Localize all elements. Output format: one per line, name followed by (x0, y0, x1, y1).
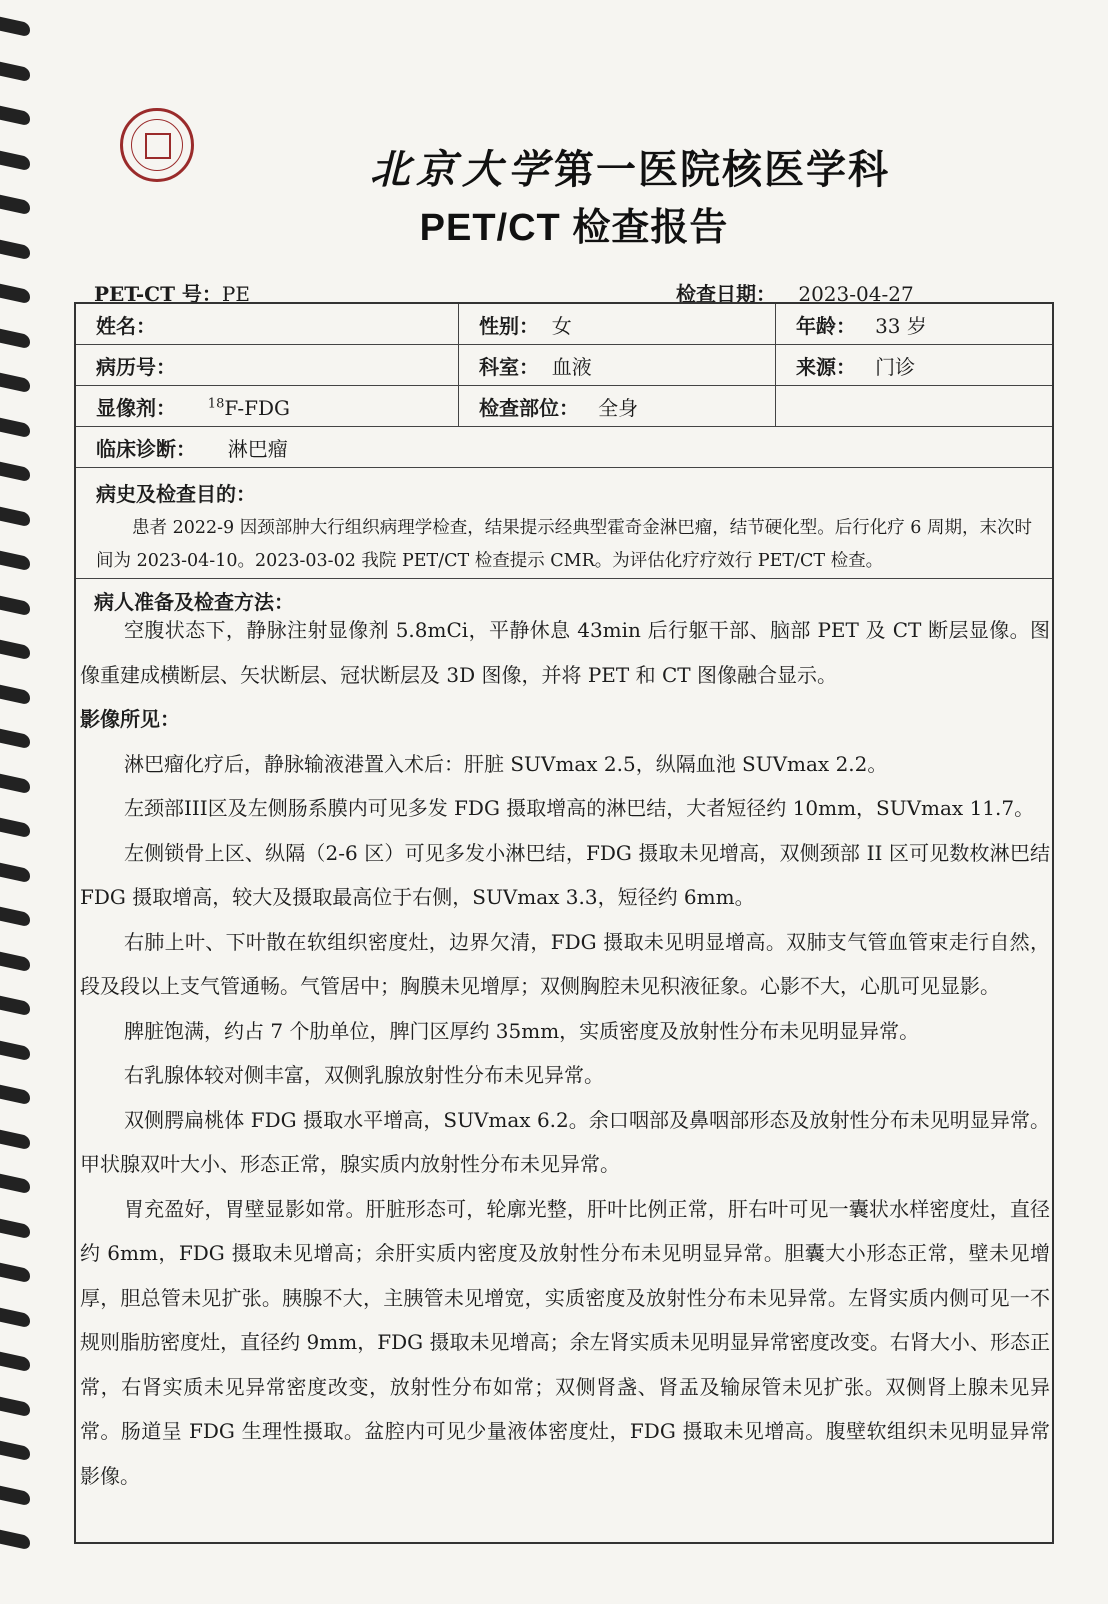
binding-ring (0, 1396, 30, 1416)
diagnosis-cell (76, 427, 1052, 468)
section-divider (76, 578, 1052, 579)
agent-cell (76, 386, 459, 427)
exam-date-value: 2023-04-27 (798, 282, 914, 306)
binding-ring (0, 862, 30, 882)
finding-paragraph: 双侧腭扁桃体 FDG 摄取水平增高，SUVmax 6.2。余口咽部及鼻咽部形态及放射性分布未见明显异常。甲状腺双叶大小、形态正常，腺实质内放射性分布未见异常。 (80, 1107, 1050, 1176)
sex-cell (459, 304, 776, 345)
age-value: 33 岁 (875, 313, 927, 338)
binding-ring (0, 417, 30, 437)
site-label: 检查部位： (479, 395, 579, 420)
binding-ring (0, 61, 30, 81)
binding-ring (0, 1218, 30, 1238)
binding-ring (0, 729, 30, 749)
petct-number-value: PE (221, 282, 250, 306)
binding-ring (0, 1085, 30, 1105)
binding-ring (0, 1485, 30, 1505)
empty-cell (776, 386, 1053, 427)
binding-ring (0, 640, 30, 660)
hospital-name-calligraphy: 北京大学 (370, 146, 554, 193)
department-name: 第一医院核医学科 (554, 146, 890, 193)
source-value: 门诊 (875, 354, 916, 379)
finding-paragraph: 右乳腺体较对侧丰富，双侧乳腺放射性分布未见异常。 (124, 1063, 604, 1087)
report-body (80, 608, 1050, 1498)
binding-ring (0, 106, 30, 126)
binding-ring (0, 818, 30, 838)
binding-ring (0, 1530, 30, 1550)
age-cell (776, 304, 1053, 345)
binding-ring (0, 1174, 30, 1194)
binding-ring (0, 284, 30, 304)
finding-paragraph: 淋巴瘤化疗后，静脉输液港置入术后：肝脏 SUVmax 2.5，纵隔血池 SUVmax 2.2。 (124, 751, 888, 776)
report-title: PET/CT 检查报告 (419, 207, 729, 249)
binding-ring (0, 595, 30, 615)
history-text: 患者 2022-9 因颈部肿大行组织病理学检查，结果提示经典型霍奇金淋巴瘤，结节硬化型。后行化疗 6 周期，末次时间为 2023-04-10。2023-03-02 我院 PET/CT 检查提示 CMR。为评估化疗疗效行 PET/CT 检查。 (96, 518, 1032, 571)
binding-ring (0, 551, 30, 571)
finding-paragraph: 胃充盈好，胃壁显影如常。肝脏形态可，轮廓光整，肝叶比例正常，肝右叶可见一囊状水样密度灶，直径约 6mm，FDG 摄取未见增高；余肝实质内密度及放射性分布未见明显异常。胆囊大小形态正常，壁未见增厚，胆总管未见扩张。胰腺不大，主胰管未见增宽，实质密度及放射性分布未见异常。左肾实质内侧可见一不规则脂肪密度灶，直径约 9mm，FDG 摄取未见增高；余左肾实质未见明显异常密度改变。右肾大小、形态正常，右肾实质未见异常密度改变，放射性分布如常；双侧肾盏、肾盂及输尿管未见扩张。双侧肾上腺未见异常。肠道呈 FDG 生理性摄取。盆腔内可见少量液体密度灶，FDG 摄取未见增高。腹壁软组织未见明显异常影像。 (80, 1196, 1050, 1488)
record-label: 病历号： (96, 354, 176, 379)
binding-ring (0, 150, 30, 170)
binding-ring (0, 1040, 30, 1060)
patient-info-table (76, 304, 1052, 468)
binding-ring (0, 1129, 30, 1149)
binding-ring (0, 1307, 30, 1327)
binding-ring (0, 951, 30, 971)
finding-paragraph: 脾脏饱满，约占 7 个肋单位，脾门区厚约 35mm，实质密度及放射性分布未见明显异常。 (124, 1018, 920, 1043)
dept-label: 科室： (479, 354, 539, 379)
binding-ring (0, 17, 30, 37)
name-label: 姓名： (96, 313, 156, 338)
record-cell (76, 345, 459, 386)
petct-number-label: PET-CT 号： (94, 282, 222, 306)
binding-ring (0, 328, 30, 348)
history-heading: 病史及检查目的： (96, 482, 256, 506)
binding-ring (0, 684, 30, 704)
age-label: 年龄： (796, 313, 856, 338)
agent-label: 显像剂： (96, 395, 176, 420)
table-row (76, 345, 1052, 386)
diagnosis-value: 淋巴瘤 (227, 436, 288, 461)
table-row (76, 304, 1052, 345)
method-text: 空腹状态下，静脉注射显像剂 5.8mCi，平静休息 43min 后行躯干部、脑部 PET 及 CT 断层显像。图像重建成横断层、矢状断层、冠状断层及 3D 图像，并将 PET 和 CT 图像融合显示。 (80, 618, 1050, 687)
hospital-name (370, 138, 890, 195)
sex-value: 女 (551, 313, 572, 338)
table-row (76, 386, 1052, 427)
finding-paragraph: 右肺上叶、下叶散在软组织密度灶，边界欠清，FDG 摄取未见明显增高。双肺支气管血管束走行自然，段及段以上支气管通畅。气管居中；胸膜未见增厚；双侧胸腔未见积液征象。心影不大，心肌可见显影。 (80, 929, 1050, 998)
finding-paragraph: 左侧锁骨上区、纵隔（2-6 区）可见多发小淋巴结，FDG 摄取未见增高，双侧颈部 II 区可见数枚淋巴结 FDG 摄取增高，较大及摄取最高位于右侧，SUVmax 3.3，短径约 6mm。 (80, 840, 1050, 909)
agent-isotope-number: 18 (207, 395, 225, 411)
name-cell (76, 304, 459, 345)
dept-cell (459, 345, 776, 386)
site-value: 全身 (598, 395, 639, 420)
site-cell (459, 386, 776, 427)
binding-ring (0, 907, 30, 927)
source-cell (776, 345, 1053, 386)
sex-label: 性别： (479, 313, 539, 338)
binding-ring (0, 1352, 30, 1372)
agent-value: F-FDG (224, 395, 290, 420)
table-row (76, 427, 1052, 468)
findings-heading: 影像所见： (80, 707, 180, 731)
dept-value: 血液 (551, 354, 592, 379)
binding-ring (0, 1441, 30, 1461)
spiral-binding (0, 20, 40, 1580)
binding-ring (0, 462, 30, 482)
binding-ring (0, 506, 30, 526)
binding-ring (0, 996, 30, 1016)
binding-ring (0, 373, 30, 393)
method-heading: 病人准备及检查方法： (94, 590, 294, 614)
hospital-seal-logo (120, 108, 194, 182)
binding-ring (0, 773, 30, 793)
source-label: 来源： (796, 354, 856, 379)
finding-paragraph: 左颈部III区及左侧肠系膜内可见多发 FDG 摄取增高的淋巴结，大者短径约 10mm，SUVmax 11.7。 (124, 796, 1035, 820)
exam-date-label: 检查日期： (676, 282, 776, 306)
diagnosis-label: 临床诊断： (96, 436, 196, 461)
binding-ring (0, 1263, 30, 1283)
